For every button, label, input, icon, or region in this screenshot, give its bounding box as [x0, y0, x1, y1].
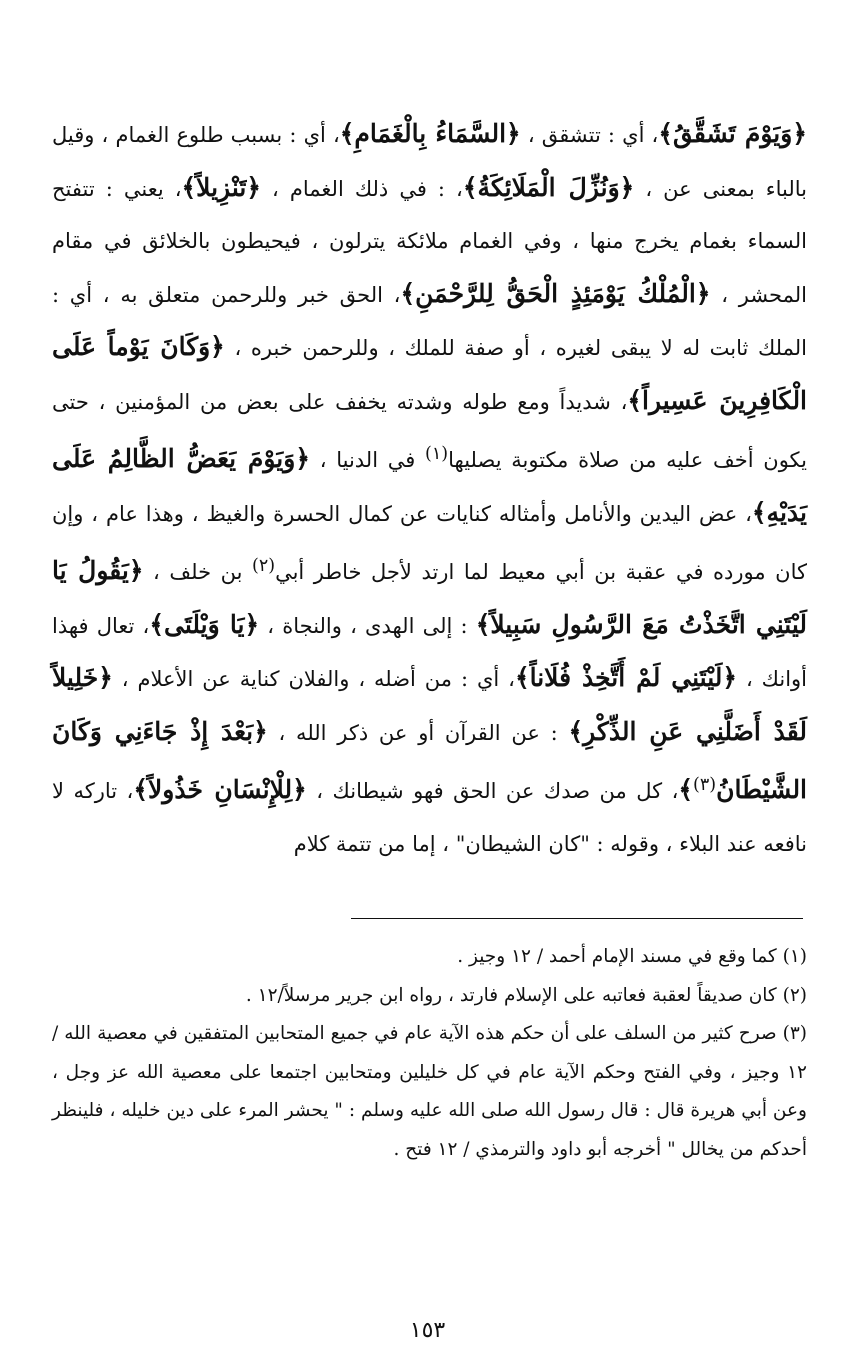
footnotes: [52, 938, 807, 1169]
footnote-ref: (١): [425, 444, 449, 464]
main-text: [52, 108, 807, 870]
commentary-text: : إلى الهدى ، والنجاة ،: [259, 613, 476, 638]
commentary-text: ، أي : من أضله ، والفلان كناية عن الأعلام ،: [112, 667, 515, 691]
footnote-divider: [351, 918, 803, 919]
quran-verse: ﴾: [678, 775, 694, 804]
quran-verse: ﴿وَكَانَ يَوْماً عَلَى الْكَافِرِينَ عَسِيراً﴾: [52, 332, 808, 415]
commentary-text: ، تاركه لا نافعه عند البلاء ، وقوله : "كان الشيطان" ، إما من تتمة كلام: [52, 779, 807, 856]
footnote-2: (٢) كان صديقاً لعقبة فعاتبه على الإسلام فارتد ، رواه ابن جرير مرسلاً/١٢ .: [245, 984, 807, 1006]
commentary-text: ، يعني : تتفتح السماء بغمام يخرج منها ، وفي الغمام ملائكة يترلون ، فيحيطون بالخلائق في مقام المحشر ،: [52, 176, 807, 307]
tafsir-paragraph: [52, 108, 807, 870]
commentary-text: ، تعال فهذا أوانك ،: [52, 613, 808, 691]
quran-verse: ﴿يَا وَيْلَتَى﴾: [149, 609, 260, 639]
quran-verse: ﴿السَّمَاءُ بِالْغَمَامِ﴾: [339, 119, 521, 148]
quran-verse: ﴿يَقُولُ يَا لَيْتَنِي اتَّخَذْتُ مَعَ الرَّسُولِ سَبِيلاً﴾: [52, 556, 808, 639]
quran-verse: ﴿وَيَوْمَ يَعَضُّ الظَّالِمُ عَلَى يَدَيْهِ﴾: [52, 444, 807, 527]
commentary-text: : عن القرآن أو عن ذكر الله ،: [267, 720, 569, 745]
commentary-text: ، كل من صدك عن الحق فهو شيطانك ،: [306, 779, 679, 803]
quran-verse: ﴿لِلْإِنْسَانِ خَذُولاً﴾: [133, 775, 307, 804]
page-number: ١٥٣: [409, 1318, 446, 1343]
commentary-text: ، الحق خبر وللرحمن متعلق به ، أي : الملك ثابت له لا يبقى لغيره ، أو صفة للملك ، وللرحمن خبره ،: [52, 282, 808, 360]
footnote-ref: (٢): [252, 556, 276, 576]
quran-verse: ﴿وَنُزِّلَ الْمَلَائِكَةُ﴾: [462, 172, 635, 202]
quran-verse: ﴿تَنْزِيلاً﴾: [181, 172, 261, 202]
footnote-3: (٣) صرح كثير من السلف على أن حكم هذه الآية عام في جميع المتحابين المتفقين في معصية الله / ١٢ وجيز ، وفي الفتح وحكم الآية عام في كل خليلين ومتحابين اجتمعا على معصية الله عز وجل ، وعن أبي هريرة قال : قال رسول الله صلى الله عليه وسلم : " يحشر المرء على دين خليله ، فلينظر أحدكم من يخالل " أخرجه أبو داود والترمذي / ١٢ فتح .: [52, 1023, 807, 1160]
commentary-text: ، عض اليدين والأنامل وأمثاله كنايات عن كمال الحسرة والغيظ ، وهذا عام ، وإن كان مورده في عقبة بن أبي معيط لما ارتد لأجل خاطر أبي: [52, 501, 807, 584]
footnote-ref: (٣): [693, 775, 717, 795]
commentary-text: ، أي : تتشقق ،: [520, 123, 659, 147]
quran-verse: ﴿بَعْدَ إِذْ جَاءَنِي وَكَانَ الشَّيْطَانُ: [52, 716, 808, 804]
quran-verse: ﴿خَلِيلاً لَقَدْ أَضَلَّنِي عَنِ الذِّكْرِ﴾: [52, 663, 807, 746]
commentary-text: ، أي : بسبب طلوع الغمام ، وقيل بالباء بمعنى عن ،: [52, 123, 807, 201]
commentary-text: في الدنيا ،: [309, 448, 426, 472]
commentary-text: ، : في ذلك الغمام ،: [261, 176, 463, 201]
quran-verse: ﴿وَيَوْمَ تَشَقَّقُ﴾: [658, 119, 807, 148]
quran-verse: ﴿لَيْتَنِي لَمْ أَتَّخِذْ فُلَاناً﴾: [514, 663, 738, 692]
footnote-1: (١) كما وقع في مسند الإمام أحمد / ١٢ وجيز .: [457, 946, 807, 967]
commentary-text: ، شديداً ومع طوله وشدته يخفف على بعض من المؤمنين ، حتى يكون أخف عليه من صلاة مكتوبة يصليها: [52, 389, 807, 472]
quran-verse: ﴿الْمُلْكُ يَوْمَئِذٍ الْحَقُّ لِلرَّحْمَنِ﴾: [400, 278, 711, 308]
commentary-text: بن خلف ،: [143, 560, 252, 584]
